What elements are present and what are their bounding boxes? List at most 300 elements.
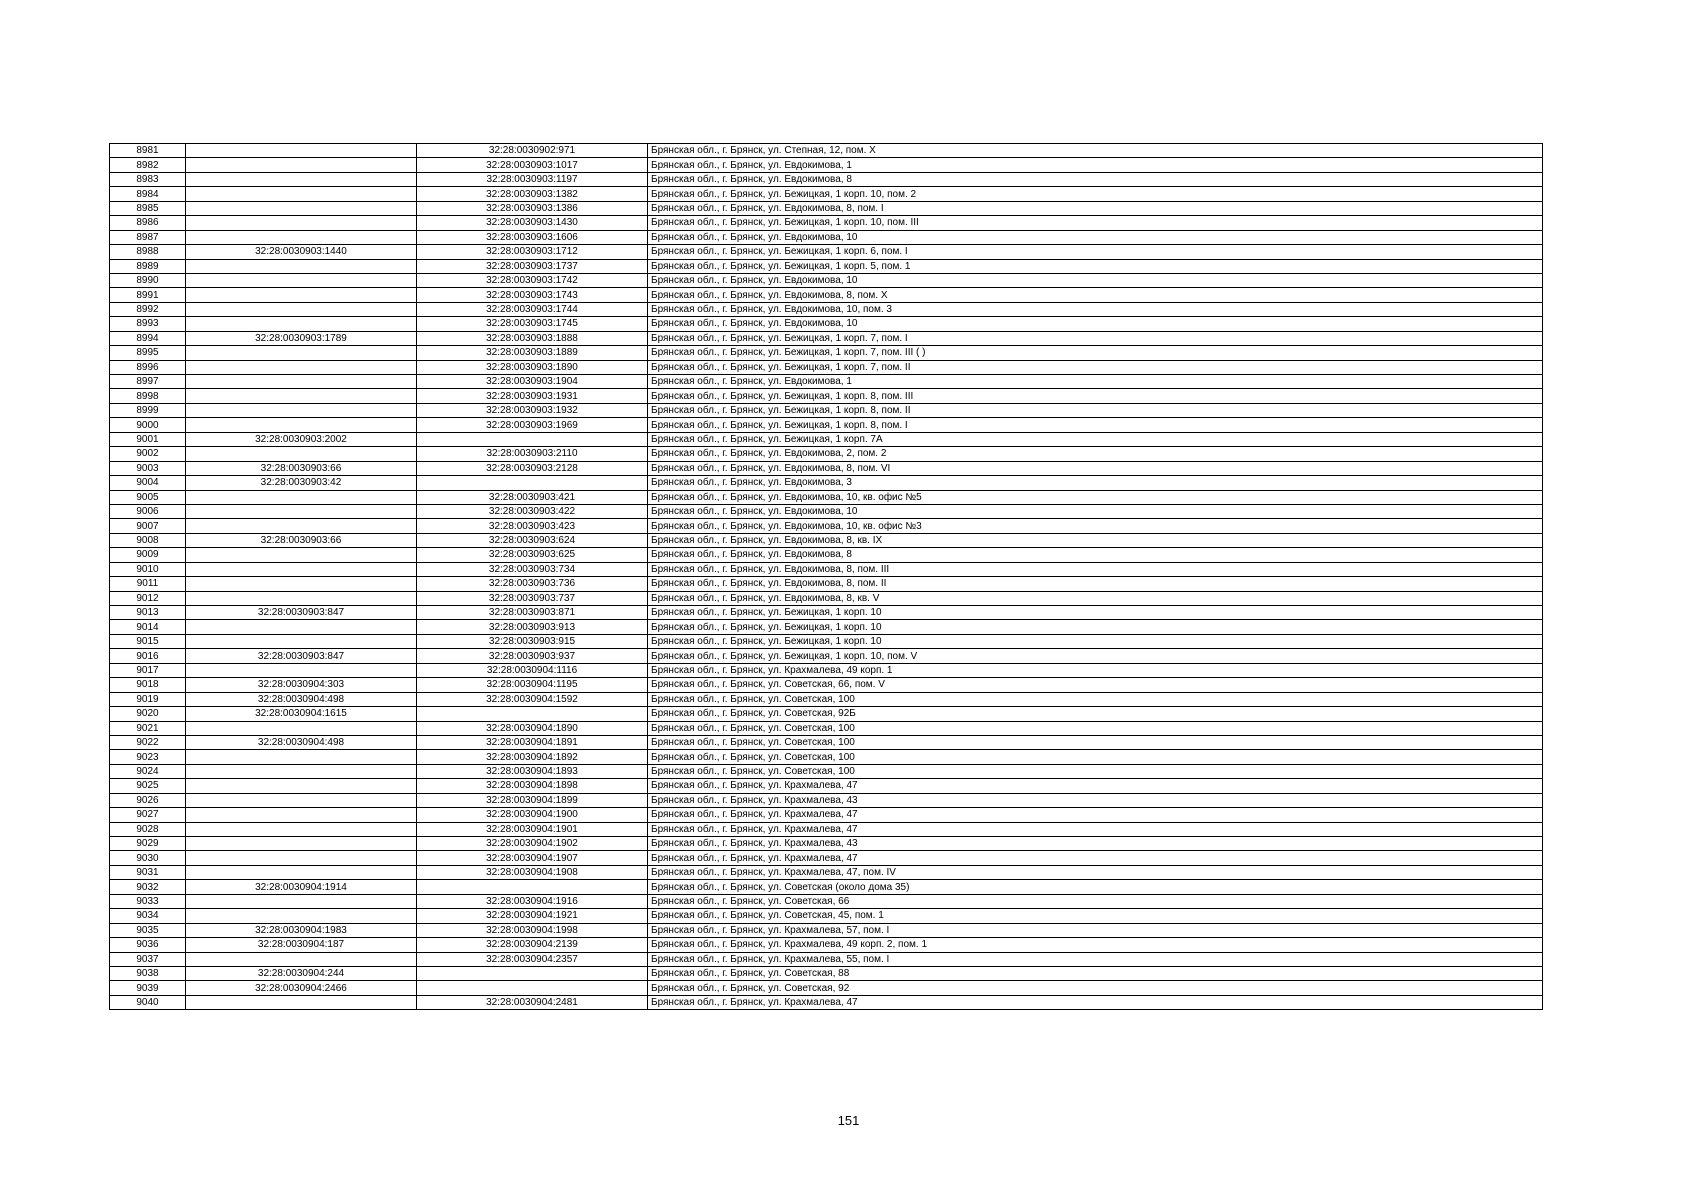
row-number-cell: 8982 (110, 158, 186, 172)
premises-cadastral-cell: 32:28:0030903:737 (417, 591, 648, 605)
table-row (110, 432, 1543, 446)
row-number-cell: 9037 (110, 952, 186, 966)
row-number-cell: 9038 (110, 966, 186, 980)
row-number-cell: 9023 (110, 750, 186, 764)
table-row (110, 707, 1543, 721)
table-row (110, 793, 1543, 807)
premises-cadastral-cell: 32:28:0030904:1907 (417, 851, 648, 865)
building-cadastral-cell (186, 317, 417, 331)
row-number-cell: 9039 (110, 981, 186, 995)
building-cadastral-cell (186, 144, 417, 158)
premises-cadastral-cell: 32:28:0030903:1197 (417, 172, 648, 186)
building-cadastral-cell (186, 273, 417, 287)
row-number-cell: 9027 (110, 808, 186, 822)
premises-cadastral-cell: 32:28:0030903:1712 (417, 245, 648, 259)
premises-cadastral-cell: 32:28:0030904:1899 (417, 793, 648, 807)
building-cadastral-cell (186, 865, 417, 879)
building-cadastral-cell: 32:28:0030903:66 (186, 533, 417, 547)
building-cadastral-cell (186, 259, 417, 273)
address-cell: Брянская обл., г. Брянск, ул. Советская, 100 (648, 721, 1543, 735)
cadastral-table (109, 143, 1543, 1010)
row-number-cell: 9036 (110, 938, 186, 952)
table-row (110, 259, 1543, 273)
premises-cadastral-cell: 32:28:0030903:1742 (417, 273, 648, 287)
building-cadastral-cell: 32:28:0030903:1789 (186, 331, 417, 345)
address-cell: Брянская обл., г. Брянск, ул. Советская, 92 (648, 981, 1543, 995)
row-number-cell: 9012 (110, 591, 186, 605)
building-cadastral-cell (186, 822, 417, 836)
table-row (110, 865, 1543, 879)
building-cadastral-cell (186, 764, 417, 778)
address-cell: Брянская обл., г. Брянск, ул. Евдокимова, 10 (648, 273, 1543, 287)
table-row (110, 273, 1543, 287)
row-number-cell: 9000 (110, 418, 186, 432)
table-row (110, 735, 1543, 749)
address-cell: Брянская обл., г. Брянск, ул. Евдокимова, 10, кв. офис №3 (648, 519, 1543, 533)
table-row (110, 606, 1543, 620)
address-cell: Брянская обл., г. Брянск, ул. Бежицкая, 1 корп. 7, пом. II (648, 360, 1543, 374)
address-cell: Брянская обл., г. Брянск, ул. Советская, 45, пом. 1 (648, 909, 1543, 923)
row-number-cell: 9017 (110, 663, 186, 677)
premises-cadastral-cell (417, 880, 648, 894)
row-number-cell: 9005 (110, 490, 186, 504)
building-cadastral-cell: 32:28:0030903:2002 (186, 432, 417, 446)
building-cadastral-cell (186, 620, 417, 634)
row-number-cell: 9011 (110, 577, 186, 591)
row-number-cell: 9007 (110, 519, 186, 533)
table-row (110, 158, 1543, 172)
address-cell: Брянская обл., г. Брянск, ул. Евдокимова, 10 (648, 230, 1543, 244)
premises-cadastral-cell: 32:28:0030903:1744 (417, 302, 648, 316)
row-number-cell: 8989 (110, 259, 186, 273)
address-cell: Брянская обл., г. Брянск, ул. Крахмалева, 47 (648, 995, 1543, 1009)
table-row (110, 938, 1543, 952)
premises-cadastral-cell: 32:28:0030903:915 (417, 634, 648, 648)
row-number-cell: 9035 (110, 923, 186, 937)
table-row (110, 678, 1543, 692)
address-cell: Брянская обл., г. Брянск, ул. Советская, 92Б (648, 707, 1543, 721)
row-number-cell: 9030 (110, 851, 186, 865)
building-cadastral-cell: 32:28:0030904:244 (186, 966, 417, 980)
row-number-cell: 9006 (110, 504, 186, 518)
address-cell: Брянская обл., г. Брянск, ул. Бежицкая, 1 корп. 5, пом. 1 (648, 259, 1543, 273)
building-cadastral-cell (186, 909, 417, 923)
table-row (110, 245, 1543, 259)
address-cell: Брянская обл., г. Брянск, ул. Евдокимова, 10, кв. офис №5 (648, 490, 1543, 504)
table-row (110, 750, 1543, 764)
address-cell: Брянская обл., г. Брянск, ул. Крахмалева, 57, пом. I (648, 923, 1543, 937)
building-cadastral-cell: 32:28:0030904:187 (186, 938, 417, 952)
premises-cadastral-cell: 32:28:0030903:1430 (417, 216, 648, 230)
premises-cadastral-cell: 32:28:0030903:624 (417, 533, 648, 547)
address-cell: Брянская обл., г. Брянск, ул. Бежицкая, 1 корп. 8, пом. II (648, 403, 1543, 417)
premises-cadastral-cell: 32:28:0030903:1743 (417, 288, 648, 302)
building-cadastral-cell (186, 403, 417, 417)
row-number-cell: 9001 (110, 432, 186, 446)
building-cadastral-cell (186, 779, 417, 793)
address-cell: Брянская обл., г. Брянск, ул. Евдокимова, 10, пом. 3 (648, 302, 1543, 316)
premises-cadastral-cell: 32:28:0030904:1908 (417, 865, 648, 879)
table-row (110, 808, 1543, 822)
table-row (110, 548, 1543, 562)
premises-cadastral-cell: 32:28:0030903:1017 (417, 158, 648, 172)
table-row (110, 909, 1543, 923)
building-cadastral-cell (186, 172, 417, 186)
table-row (110, 187, 1543, 201)
table-row (110, 418, 1543, 432)
premises-cadastral-cell (417, 476, 648, 490)
premises-cadastral-cell: 32:28:0030903:1889 (417, 346, 648, 360)
row-number-cell: 9031 (110, 865, 186, 879)
row-number-cell: 9018 (110, 678, 186, 692)
premises-cadastral-cell (417, 966, 648, 980)
address-cell: Брянская обл., г. Брянск, ул. Крахмалева, 47 (648, 808, 1543, 822)
building-cadastral-cell: 32:28:0030904:1914 (186, 880, 417, 894)
premises-cadastral-cell: 32:28:0030903:1737 (417, 259, 648, 273)
table-row (110, 981, 1543, 995)
building-cadastral-cell: 32:28:0030903:1440 (186, 245, 417, 259)
row-number-cell: 9013 (110, 606, 186, 620)
building-cadastral-cell (186, 187, 417, 201)
row-number-cell: 8998 (110, 389, 186, 403)
address-cell: Брянская обл., г. Брянск, ул. Крахмалева, 47 (648, 779, 1543, 793)
cadastral-table-body (110, 144, 1543, 1010)
address-cell: Брянская обл., г. Брянск, ул. Евдокимова, 8, пом. I (648, 201, 1543, 215)
table-row (110, 216, 1543, 230)
table-row (110, 837, 1543, 851)
table-row (110, 504, 1543, 518)
address-cell: Брянская обл., г. Брянск, ул. Крахмалева, 49 корп. 2, пом. 1 (648, 938, 1543, 952)
table-row (110, 764, 1543, 778)
row-number-cell: 8991 (110, 288, 186, 302)
table-row (110, 721, 1543, 735)
table-row (110, 476, 1543, 490)
address-cell: Брянская обл., г. Брянск, ул. Бежицкая, 1 корп. 10, пом. 2 (648, 187, 1543, 201)
premises-cadastral-cell: 32:28:0030904:1921 (417, 909, 648, 923)
table-row (110, 663, 1543, 677)
table-row (110, 591, 1543, 605)
premises-cadastral-cell: 32:28:0030904:1901 (417, 822, 648, 836)
address-cell: Брянская обл., г. Брянск, ул. Евдокимова, 8, пом. VI (648, 461, 1543, 475)
address-cell: Брянская обл., г. Брянск, ул. Евдокимова, 3 (648, 476, 1543, 490)
building-cadastral-cell (186, 851, 417, 865)
address-cell: Брянская обл., г. Брянск, ул. Бежицкая, 1 корп. 10 (648, 634, 1543, 648)
table-row (110, 144, 1543, 158)
row-number-cell: 8983 (110, 172, 186, 186)
premises-cadastral-cell: 32:28:0030904:2481 (417, 995, 648, 1009)
premises-cadastral-cell: 32:28:0030903:421 (417, 490, 648, 504)
row-number-cell: 9019 (110, 692, 186, 706)
building-cadastral-cell (186, 519, 417, 533)
address-cell: Брянская обл., г. Брянск, ул. Евдокимова, 8, кв. V (648, 591, 1543, 605)
premises-cadastral-cell: 32:28:0030903:736 (417, 577, 648, 591)
building-cadastral-cell: 32:28:0030904:303 (186, 678, 417, 692)
table-row (110, 172, 1543, 186)
address-cell: Брянская обл., г. Брянск, ул. Евдокимова, 1 (648, 158, 1543, 172)
row-number-cell: 9025 (110, 779, 186, 793)
address-cell: Брянская обл., г. Брянск, ул. Евдокимова, 8, пом. X (648, 288, 1543, 302)
row-number-cell: 8986 (110, 216, 186, 230)
premises-cadastral-cell: 32:28:0030904:2357 (417, 952, 648, 966)
address-cell: Брянская обл., г. Брянск, ул. Евдокимова, 8 (648, 548, 1543, 562)
row-number-cell: 9028 (110, 822, 186, 836)
building-cadastral-cell (186, 360, 417, 374)
premises-cadastral-cell: 32:28:0030902:971 (417, 144, 648, 158)
row-number-cell: 9004 (110, 476, 186, 490)
premises-cadastral-cell: 32:28:0030904:1916 (417, 894, 648, 908)
address-cell: Брянская обл., г. Брянск, ул. Бежицкая, 1 корп. 7, пом. I (648, 331, 1543, 345)
page-number: 151 (837, 1113, 860, 1128)
row-number-cell: 8997 (110, 375, 186, 389)
table-row (110, 577, 1543, 591)
building-cadastral-cell (186, 216, 417, 230)
row-number-cell: 8981 (110, 144, 186, 158)
premises-cadastral-cell: 32:28:0030903:1904 (417, 375, 648, 389)
building-cadastral-cell: 32:28:0030903:847 (186, 649, 417, 663)
building-cadastral-cell: 32:28:0030904:1615 (186, 707, 417, 721)
premises-cadastral-cell: 32:28:0030903:1382 (417, 187, 648, 201)
address-cell: Брянская обл., г. Брянск, ул. Евдокимова, 1 (648, 375, 1543, 389)
premises-cadastral-cell (417, 707, 648, 721)
row-number-cell: 8993 (110, 317, 186, 331)
premises-cadastral-cell: 32:28:0030904:1893 (417, 764, 648, 778)
premises-cadastral-cell: 32:28:0030904:1902 (417, 837, 648, 851)
table-row (110, 779, 1543, 793)
row-number-cell: 8988 (110, 245, 186, 259)
premises-cadastral-cell: 32:28:0030904:1890 (417, 721, 648, 735)
premises-cadastral-cell: 32:28:0030904:1116 (417, 663, 648, 677)
row-number-cell: 9040 (110, 995, 186, 1009)
row-number-cell: 8995 (110, 346, 186, 360)
building-cadastral-cell (186, 562, 417, 576)
building-cadastral-cell (186, 288, 417, 302)
premises-cadastral-cell: 32:28:0030904:1892 (417, 750, 648, 764)
address-cell: Брянская обл., г. Брянск, ул. Евдокимова, 10 (648, 504, 1543, 518)
premises-cadastral-cell: 32:28:0030903:937 (417, 649, 648, 663)
premises-cadastral-cell: 32:28:0030904:1998 (417, 923, 648, 937)
premises-cadastral-cell: 32:28:0030903:1606 (417, 230, 648, 244)
building-cadastral-cell (186, 201, 417, 215)
premises-cadastral-cell: 32:28:0030903:1888 (417, 331, 648, 345)
table-row (110, 346, 1543, 360)
premises-cadastral-cell: 32:28:0030903:1890 (417, 360, 648, 374)
premises-cadastral-cell: 32:28:0030903:625 (417, 548, 648, 562)
building-cadastral-cell (186, 750, 417, 764)
table-row (110, 649, 1543, 663)
table-row (110, 201, 1543, 215)
premises-cadastral-cell: 32:28:0030904:1592 (417, 692, 648, 706)
building-cadastral-cell: 32:28:0030903:42 (186, 476, 417, 490)
building-cadastral-cell (186, 721, 417, 735)
address-cell: Брянская обл., г. Брянск, ул. Крахмалева, 55, пом. I (648, 952, 1543, 966)
premises-cadastral-cell: 32:28:0030904:1900 (417, 808, 648, 822)
address-cell: Брянская обл., г. Брянск, ул. Бежицкая, 1 корп. 7А (648, 432, 1543, 446)
row-number-cell: 9014 (110, 620, 186, 634)
premises-cadastral-cell: 32:28:0030903:1931 (417, 389, 648, 403)
building-cadastral-cell (186, 548, 417, 562)
building-cadastral-cell: 32:28:0030904:498 (186, 692, 417, 706)
building-cadastral-cell (186, 230, 417, 244)
building-cadastral-cell (186, 389, 417, 403)
building-cadastral-cell (186, 808, 417, 822)
address-cell: Брянская обл., г. Брянск, ул. Крахмалева, 47 (648, 851, 1543, 865)
row-number-cell: 8987 (110, 230, 186, 244)
premises-cadastral-cell: 32:28:0030903:2128 (417, 461, 648, 475)
table-row (110, 851, 1543, 865)
premises-cadastral-cell: 32:28:0030904:1195 (417, 678, 648, 692)
address-cell: Брянская обл., г. Брянск, ул. Евдокимова, 8 (648, 172, 1543, 186)
table-row (110, 995, 1543, 1009)
table-row (110, 302, 1543, 316)
premises-cadastral-cell: 32:28:0030904:2139 (417, 938, 648, 952)
building-cadastral-cell (186, 302, 417, 316)
premises-cadastral-cell: 32:28:0030903:913 (417, 620, 648, 634)
address-cell: Брянская обл., г. Брянск, ул. Бежицкая, 1 корп. 7, пом. III ( ) (648, 346, 1543, 360)
row-number-cell: 8994 (110, 331, 186, 345)
row-number-cell: 9022 (110, 735, 186, 749)
premises-cadastral-cell: 32:28:0030903:2110 (417, 447, 648, 461)
table-row (110, 490, 1543, 504)
row-number-cell: 9024 (110, 764, 186, 778)
address-cell: Брянская обл., г. Брянск, ул. Бежицкая, 1 корп. 10, пом. III (648, 216, 1543, 230)
row-number-cell: 9016 (110, 649, 186, 663)
address-cell: Брянская обл., г. Брянск, ул. Евдокимова, 2, пом. 2 (648, 447, 1543, 461)
address-cell: Брянская обл., г. Брянск, ул. Бежицкая, 1 корп. 10, пом. V (648, 649, 1543, 663)
address-cell: Брянская обл., г. Брянск, ул. Крахмалева, 43 (648, 793, 1543, 807)
premises-cadastral-cell: 32:28:0030903:1969 (417, 418, 648, 432)
table-row (110, 966, 1543, 980)
row-number-cell: 9021 (110, 721, 186, 735)
address-cell: Брянская обл., г. Брянск, ул. Советская, 88 (648, 966, 1543, 980)
premises-cadastral-cell: 32:28:0030904:1898 (417, 779, 648, 793)
building-cadastral-cell (186, 952, 417, 966)
building-cadastral-cell: 32:28:0030904:1983 (186, 923, 417, 937)
address-cell: Брянская обл., г. Брянск, ул. Крахмалева, 43 (648, 837, 1543, 851)
table-row (110, 562, 1543, 576)
row-number-cell: 8992 (110, 302, 186, 316)
premises-cadastral-cell: 32:28:0030903:1745 (417, 317, 648, 331)
premises-cadastral-cell: 32:28:0030903:1932 (417, 403, 648, 417)
row-number-cell: 8996 (110, 360, 186, 374)
building-cadastral-cell (186, 663, 417, 677)
premises-cadastral-cell: 32:28:0030903:422 (417, 504, 648, 518)
premises-cadastral-cell: 32:28:0030903:1386 (417, 201, 648, 215)
premises-cadastral-cell: 32:28:0030903:423 (417, 519, 648, 533)
building-cadastral-cell (186, 634, 417, 648)
table-row (110, 519, 1543, 533)
building-cadastral-cell (186, 504, 417, 518)
table-row (110, 360, 1543, 374)
building-cadastral-cell (186, 591, 417, 605)
row-number-cell: 9009 (110, 548, 186, 562)
row-number-cell: 9008 (110, 533, 186, 547)
building-cadastral-cell (186, 158, 417, 172)
address-cell: Брянская обл., г. Брянск, ул. Советская, 100 (648, 764, 1543, 778)
address-cell: Брянская обл., г. Брянск, ул. Советская, 100 (648, 750, 1543, 764)
row-number-cell: 9032 (110, 880, 186, 894)
building-cadastral-cell (186, 375, 417, 389)
address-cell: Брянская обл., г. Брянск, ул. Крахмалева, 47 (648, 822, 1543, 836)
row-number-cell: 9034 (110, 909, 186, 923)
building-cadastral-cell (186, 995, 417, 1009)
table-row (110, 403, 1543, 417)
address-cell: Брянская обл., г. Брянск, ул. Евдокимова, 10 (648, 317, 1543, 331)
address-cell: Брянская обл., г. Брянск, ул. Евдокимова, 8, пом. III (648, 562, 1543, 576)
table-row (110, 634, 1543, 648)
address-cell: Брянская обл., г. Брянск, ул. Крахмалева, 49 корп. 1 (648, 663, 1543, 677)
table-row (110, 447, 1543, 461)
row-number-cell: 8999 (110, 403, 186, 417)
table-row (110, 822, 1543, 836)
building-cadastral-cell: 32:28:0030904:2466 (186, 981, 417, 995)
premises-cadastral-cell: 32:28:0030903:734 (417, 562, 648, 576)
table-row (110, 375, 1543, 389)
row-number-cell: 9010 (110, 562, 186, 576)
address-cell: Брянская обл., г. Брянск, ул. Советская, 66, пом. V (648, 678, 1543, 692)
building-cadastral-cell (186, 894, 417, 908)
table-row (110, 923, 1543, 937)
row-number-cell: 8985 (110, 201, 186, 215)
table-row (110, 230, 1543, 244)
table-row (110, 461, 1543, 475)
table-row (110, 880, 1543, 894)
row-number-cell: 9002 (110, 447, 186, 461)
row-number-cell: 9015 (110, 634, 186, 648)
building-cadastral-cell (186, 793, 417, 807)
building-cadastral-cell (186, 837, 417, 851)
address-cell: Брянская обл., г. Брянск, ул. Бежицкая, 1 корп. 8, пом. III (648, 389, 1543, 403)
address-cell: Брянская обл., г. Брянск, ул. Бежицкая, 1 корп. 8, пом. I (648, 418, 1543, 432)
row-number-cell: 9003 (110, 461, 186, 475)
address-cell: Брянская обл., г. Брянск, ул. Евдокимова, 8, пом. II (648, 577, 1543, 591)
building-cadastral-cell (186, 418, 417, 432)
table-row (110, 533, 1543, 547)
building-cadastral-cell: 32:28:0030903:847 (186, 606, 417, 620)
address-cell: Брянская обл., г. Брянск, ул. Советская, 66 (648, 894, 1543, 908)
premises-cadastral-cell: 32:28:0030904:1891 (417, 735, 648, 749)
address-cell: Брянская обл., г. Брянск, ул. Советская, 100 (648, 692, 1543, 706)
building-cadastral-cell (186, 490, 417, 504)
table-row (110, 331, 1543, 345)
address-cell: Брянская обл., г. Брянск, ул. Степная, 12, пом. X (648, 144, 1543, 158)
building-cadastral-cell: 32:28:0030904:498 (186, 735, 417, 749)
row-number-cell: 9033 (110, 894, 186, 908)
table-row (110, 288, 1543, 302)
table-row (110, 389, 1543, 403)
building-cadastral-cell (186, 346, 417, 360)
table-row (110, 952, 1543, 966)
address-cell: Брянская обл., г. Брянск, ул. Бежицкая, 1 корп. 6, пом. I (648, 245, 1543, 259)
premises-cadastral-cell (417, 432, 648, 446)
table-row (110, 894, 1543, 908)
premises-cadastral-cell (417, 981, 648, 995)
address-cell: Брянская обл., г. Брянск, ул. Бежицкая, 1 корп. 10 (648, 606, 1543, 620)
premises-cadastral-cell: 32:28:0030903:871 (417, 606, 648, 620)
row-number-cell: 9026 (110, 793, 186, 807)
building-cadastral-cell: 32:28:0030903:66 (186, 461, 417, 475)
row-number-cell: 9020 (110, 707, 186, 721)
table-row (110, 692, 1543, 706)
address-cell: Брянская обл., г. Брянск, ул. Бежицкая, 1 корп. 10 (648, 620, 1543, 634)
row-number-cell: 8990 (110, 273, 186, 287)
building-cadastral-cell (186, 447, 417, 461)
row-number-cell: 9029 (110, 837, 186, 851)
address-cell: Брянская обл., г. Брянск, ул. Советская, 100 (648, 735, 1543, 749)
address-cell: Брянская обл., г. Брянск, ул. Крахмалева, 47, пом. IV (648, 865, 1543, 879)
table-row (110, 317, 1543, 331)
row-number-cell: 8984 (110, 187, 186, 201)
building-cadastral-cell (186, 577, 417, 591)
